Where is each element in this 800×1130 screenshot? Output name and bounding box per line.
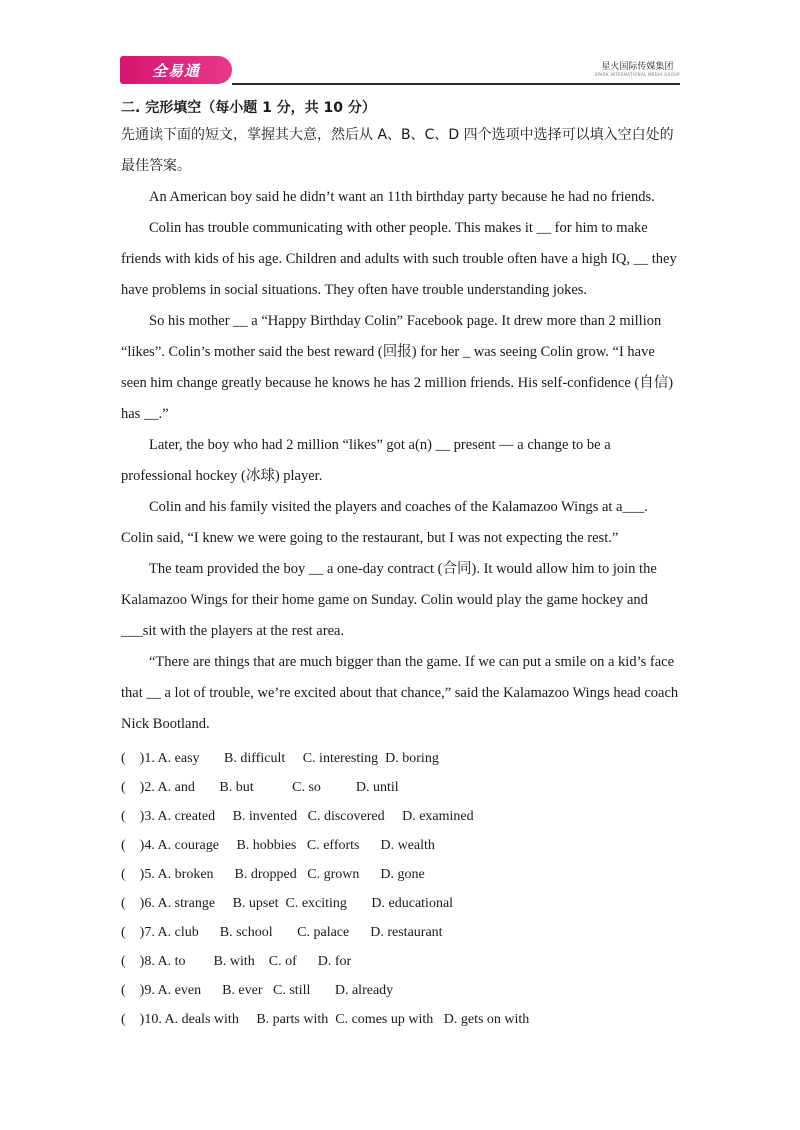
passage-paragraph: An American boy said he didn’t want an 11th birthday party because he had no friends.: [149, 189, 655, 205]
question-list: [121, 744, 683, 1034]
question-item: ( )3. A. created B. invented C. discovered D. examined: [121, 809, 474, 824]
publisher-subtitle: SPARK INTERNATIONAL MEDIA GROUP: [594, 72, 680, 77]
passage-paragraph: Colin and his family visited the players and coaches of the Kalamazoo Wings at a___. Colin said, “I knew we were going to the restaurant, but I was not expecting the rest.”: [121, 499, 648, 546]
passage-paragraph: Colin has trouble communicating with other people. This makes it __ for him to make friends with kids of his age. Children and adults with such trouble often have a high IQ, __ they have problems in social situations. They often have trouble understanding jokes.: [121, 220, 677, 298]
passage-paragraph: “There are things that are much bigger than the game. If we can put a smile on a kid’s face that __ a lot of trouble, we’re excited about that chance,” said the Kalamazoo Wings head coach Nick Bootland.: [121, 654, 679, 732]
question-item: ( )8. A. to B. with C. of D. for: [121, 954, 352, 969]
brand-logo: [120, 56, 232, 84]
page-header: [120, 56, 680, 88]
question-item: ( )10. A. deals with B. parts with C. comes up with D. gets on with: [121, 1012, 530, 1027]
question-item: ( )9. A. even B. ever C. still D. already: [121, 983, 394, 998]
publisher-brand: [595, 62, 680, 77]
section-title: 二. 完形填空（每小题 1 分，共 10 分）: [121, 100, 376, 116]
question-item: ( )1. A. easy B. difficult C. interesting D. boring: [121, 751, 439, 766]
header-rule: [232, 83, 680, 85]
document-body: [121, 96, 683, 1034]
passage-paragraph: So his mother __ a “Happy Birthday Colin” Facebook page. It drew more than 2 million “likes”. Colin’s mother said the best reward (回报) for her _ was seeing Colin grow. “I have seen him change greatly because he knows he has 2 million friends. His self-confidence (自信) has __.”: [121, 313, 674, 422]
question-item: ( )5. A. broken B. dropped C. grown D. gone: [121, 867, 425, 882]
passage-paragraph: The team provided the boy __ a one-day contract (合同). It would allow him to join the Kalamazoo Wings for their home game on Sunday. Colin would play the game hockey and ___sit with the players at the rest area.: [121, 561, 657, 639]
passage: [121, 182, 683, 740]
passage-paragraph: Later, the boy who had 2 million “likes” got a(n) __ present — a change to be a professional hockey (冰球) player.: [121, 437, 611, 484]
section-instruction: 先通读下面的短文，掌握其大意，然后从 A、B、C、D 四个选项中选择可以填入空白处的最佳答案。: [121, 127, 674, 174]
publisher-name: 星火国际传媒集团: [601, 62, 674, 72]
question-item: ( )6. A. strange B. upset C. exciting D. educational: [121, 896, 454, 911]
logo-text: 全易通: [151, 61, 200, 80]
question-item: ( )4. A. courage B. hobbies C. efforts D. wealth: [121, 838, 435, 853]
question-item: ( )2. A. and B. but C. so D. until: [121, 780, 399, 795]
question-item: ( )7. A. club B. school C. palace D. restaurant: [121, 925, 443, 940]
